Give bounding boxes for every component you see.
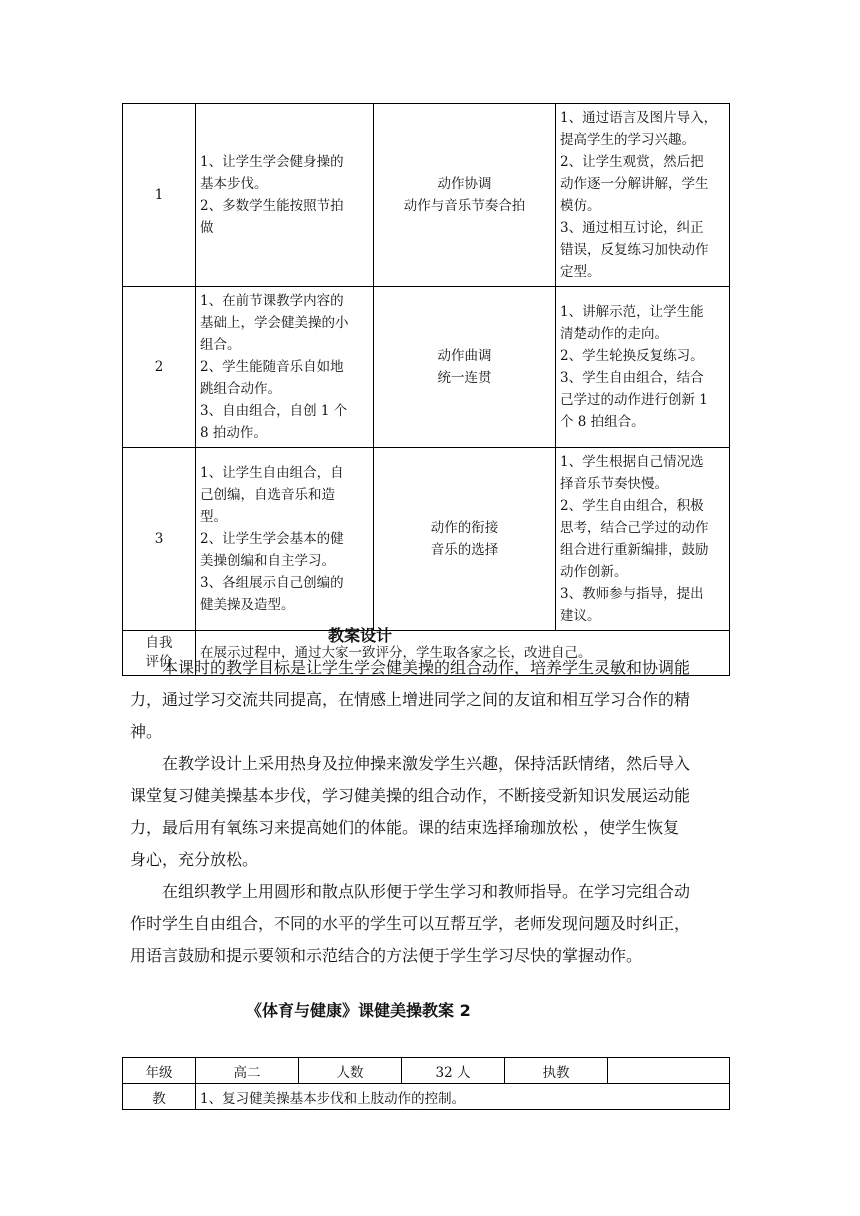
table-row bbox=[123, 1058, 730, 1084]
grade-value: 高二 bbox=[196, 1058, 299, 1084]
table-row bbox=[123, 104, 730, 287]
count-value: 32 人 bbox=[402, 1058, 505, 1084]
table-row bbox=[123, 448, 730, 631]
self-eval-label: 自我 评价 bbox=[123, 631, 196, 676]
self-eval-text: 在展示过程中，通过大家一致评分，学生取各家之长，改进自己。 bbox=[196, 631, 730, 676]
teaching-goal-cell: 1、在前节课教学内容的 基础上，学会健美操的小 组合。 2、学生能随音乐自如地 跳组合动作。 3、自由组合，自创 1 个 8 拍动作。 bbox=[196, 287, 374, 448]
lesson-info-table bbox=[122, 1057, 730, 1110]
table-row bbox=[123, 287, 730, 448]
paragraph: 在组织教学上用圆形和散点队形便于学生学习和教师指导。在学习完组合动 作时学生自由组合，不同的水平的学生可以互帮互学，老师发现问题及时纠正， 用语言鼓励和提示要领和示范结合的方法便于学生学习尽快的掌握动作。 bbox=[130, 882, 691, 965]
table-row bbox=[123, 1084, 730, 1110]
focus-cell: 动作曲调 统一连贯 bbox=[374, 287, 556, 448]
goal-text: 1、复习健美操基本步伐和上肢动作的控制。 bbox=[196, 1084, 730, 1110]
method-cell: 1、讲解示范，让学生能 清楚动作的走向。 2、学生轮换反复练习。 3、学生自由组合，结合 己学过的动作进行创新 1 个 8 拍组合。 bbox=[556, 287, 730, 448]
row-number: 2 bbox=[123, 287, 196, 448]
method-cell: 1、学生根据自己情况选 择音乐节奏快慢。 2、学生自由组合，积极 思考，结合己学过的动作 组合进行重新编排，鼓励 动作创新。 3、教师参与指导，提出 建议。 bbox=[556, 448, 730, 631]
teaching-goal-cell: 1、让学生自由组合，自 己创编，自选音乐和造 型。 2、让学生学会基本的健 美操创编和自主学习。 3、各组展示自己创编的 健美操及造型。 bbox=[196, 448, 374, 631]
grade-label: 年级 bbox=[123, 1058, 196, 1084]
row-number: 1 bbox=[123, 104, 196, 287]
paragraph: 在教学设计上采用热身及拉伸操来激发学生兴趣，保持活跃情绪，然后导入 课堂复习健美操基本步伐，学习健美操的组合动作，不断接受新知识发展运动能 力，最后用有氧练习来提高她们的体能。课的结束选择瑜珈放松 ，使学生恢复 身心，充分放松。 bbox=[130, 754, 691, 869]
count-label: 人数 bbox=[299, 1058, 402, 1084]
lesson-plan-title: 《体育与健康》课健美操教案 2 bbox=[246, 1001, 471, 1020]
focus-cell: 动作协调 动作与音乐节奏合拍 bbox=[374, 104, 556, 287]
row-number: 3 bbox=[123, 448, 196, 631]
lesson-table bbox=[122, 103, 730, 676]
method-cell: 1、通过语言及图片导入， 提高学生的学习兴趣。 2、让学生观赏，然后把 动作逐一分解讲解，学生 模仿。 3、通过相互讨论，纠正 错误，反复练习加快动作 定型。 bbox=[556, 104, 730, 287]
section-heading: 教案设计 bbox=[327, 626, 392, 645]
focus-cell: 动作的衔接 音乐的选择 bbox=[374, 448, 556, 631]
teacher-label: 执教 bbox=[505, 1058, 608, 1084]
teaching-goal-cell: 1、让学生学会健身操的 基本步伐。 2、多数学生能按照节拍 做 bbox=[196, 104, 374, 287]
teacher-value bbox=[608, 1058, 730, 1084]
paragraph: 本课时的教学目标是让学生学会健美操的组合动作，培养学生灵敏和协调能 力，通过学习交流共同提高，在情感上增进同学之间的友谊和相互学习合作的精 神。 bbox=[130, 658, 691, 741]
goal-label: 教 bbox=[123, 1084, 196, 1110]
